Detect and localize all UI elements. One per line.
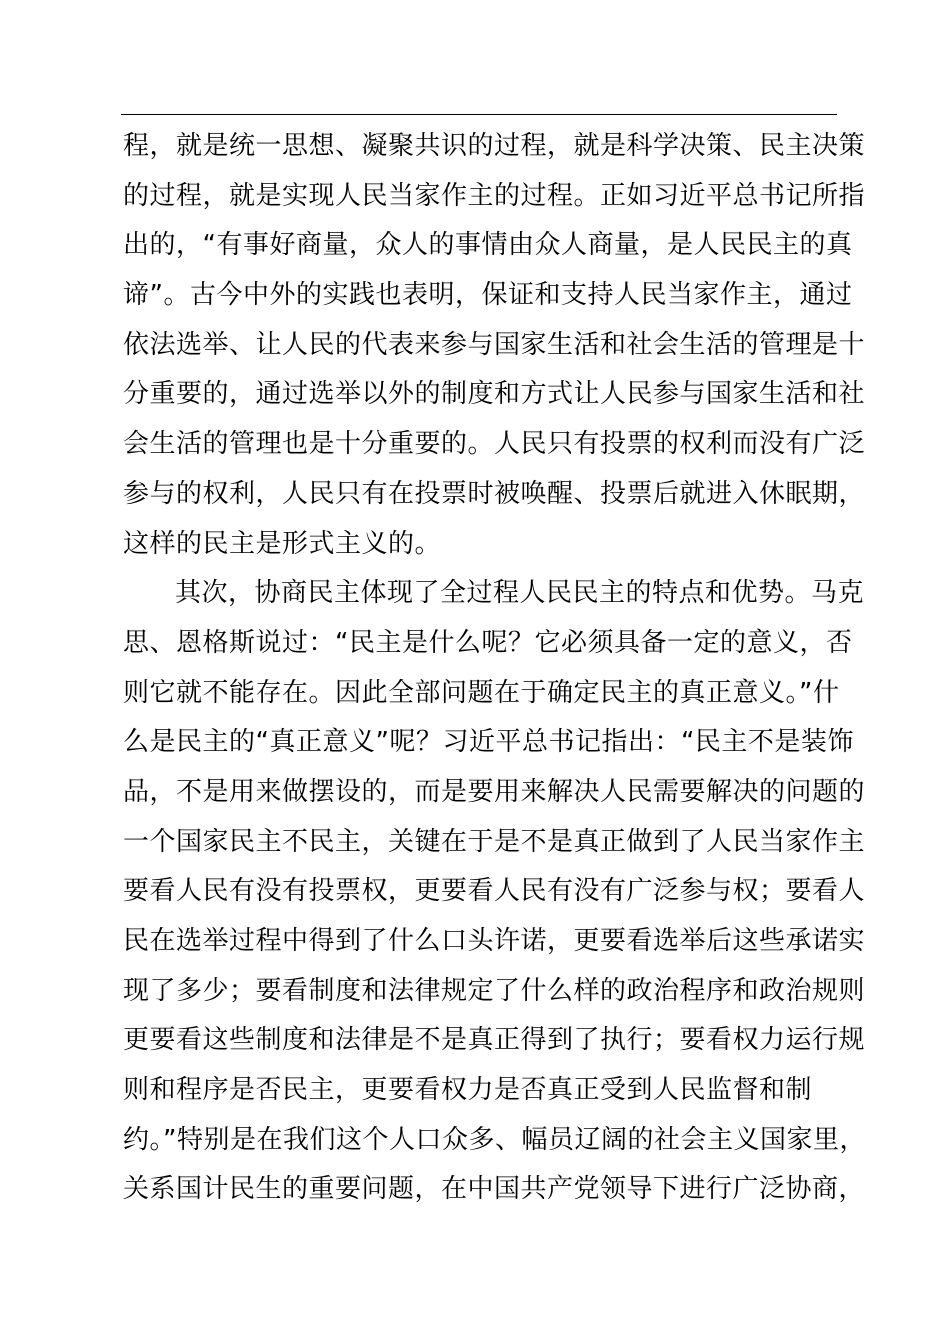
text-line: 品，不是用来做摆设的，而是要用来解决人民需要解决的问题的 — [123, 776, 866, 807]
text-line: 参与的权利，人民只有在投票时被唤醒、投票后就进入休眠期， — [123, 478, 866, 509]
text-line: 则和程序是否民主，更要看权力是否真正受到人民监督和制 — [123, 1075, 813, 1106]
text-line: 关系国计民生的重要问题，在中国共产党领导下进行广泛协商， — [123, 1174, 866, 1205]
header-rule — [121, 114, 837, 115]
text-line: 程，就是统一思想、凝聚共识的过程，就是科学决策、民主决策 — [123, 131, 866, 161]
text-line: 约。”特别是在我们这个人口众多、幅员辽阔的社会主义国家里， — [123, 1124, 866, 1155]
text-line: 分重要的，通过选举以外的制度和方式让人民参与国家生活和社 — [123, 379, 866, 410]
text-line: 依法选举、让人民的代表来参与国家生活和社会生活的管理是十 — [123, 329, 866, 360]
text-line: 更要看这些制度和法律是不是真正得到了执行；要看权力运行规 — [123, 1025, 866, 1056]
text-line: 出的，“有事好商量，众人的事情由众人商量，是人民民主的真 — [123, 230, 853, 261]
text-line: 则它就不能存在。因此全部问题在于确定民主的真正意义。”什 — [123, 677, 840, 708]
text-line: 现了多少；要看制度和法律规定了什么样的政治程序和政治规则 — [123, 975, 866, 1006]
text-line: 这样的民主是形式主义的。 — [123, 528, 442, 559]
body-text — [123, 122, 883, 1215]
paragraph-start-line: 其次，协商民主体现了全过程人民民主的特点和优势。马克 — [175, 578, 865, 609]
text-line: 的过程，就是实现人民当家作主的过程。正如习近平总书记所指 — [123, 180, 866, 211]
text-line: 会生活的管理也是十分重要的。人民只有投票的权利而没有广泛 — [123, 429, 866, 460]
text-line: 要看人民有没有投票权，更要看人民有没有广泛参与权；要看人 — [123, 876, 866, 907]
text-line: 一个国家民主不民主，关键在于是不是真正做到了人民当家作主 — [123, 826, 866, 857]
text-line: 民在选举过程中得到了什么口头许诺，更要看选举后这些承诺实 — [123, 926, 866, 956]
text-line: 么是民主的“真正意义”呢？习近平总书记指出：“民主不是装饰 — [123, 727, 854, 758]
text-line: 思、恩格斯说过：“民主是什么呢？它必须具备一定的意义，否 — [123, 627, 853, 658]
text-line: 谛”。古今中外的实践也表明，保证和支持人民当家作主，通过 — [123, 280, 853, 311]
